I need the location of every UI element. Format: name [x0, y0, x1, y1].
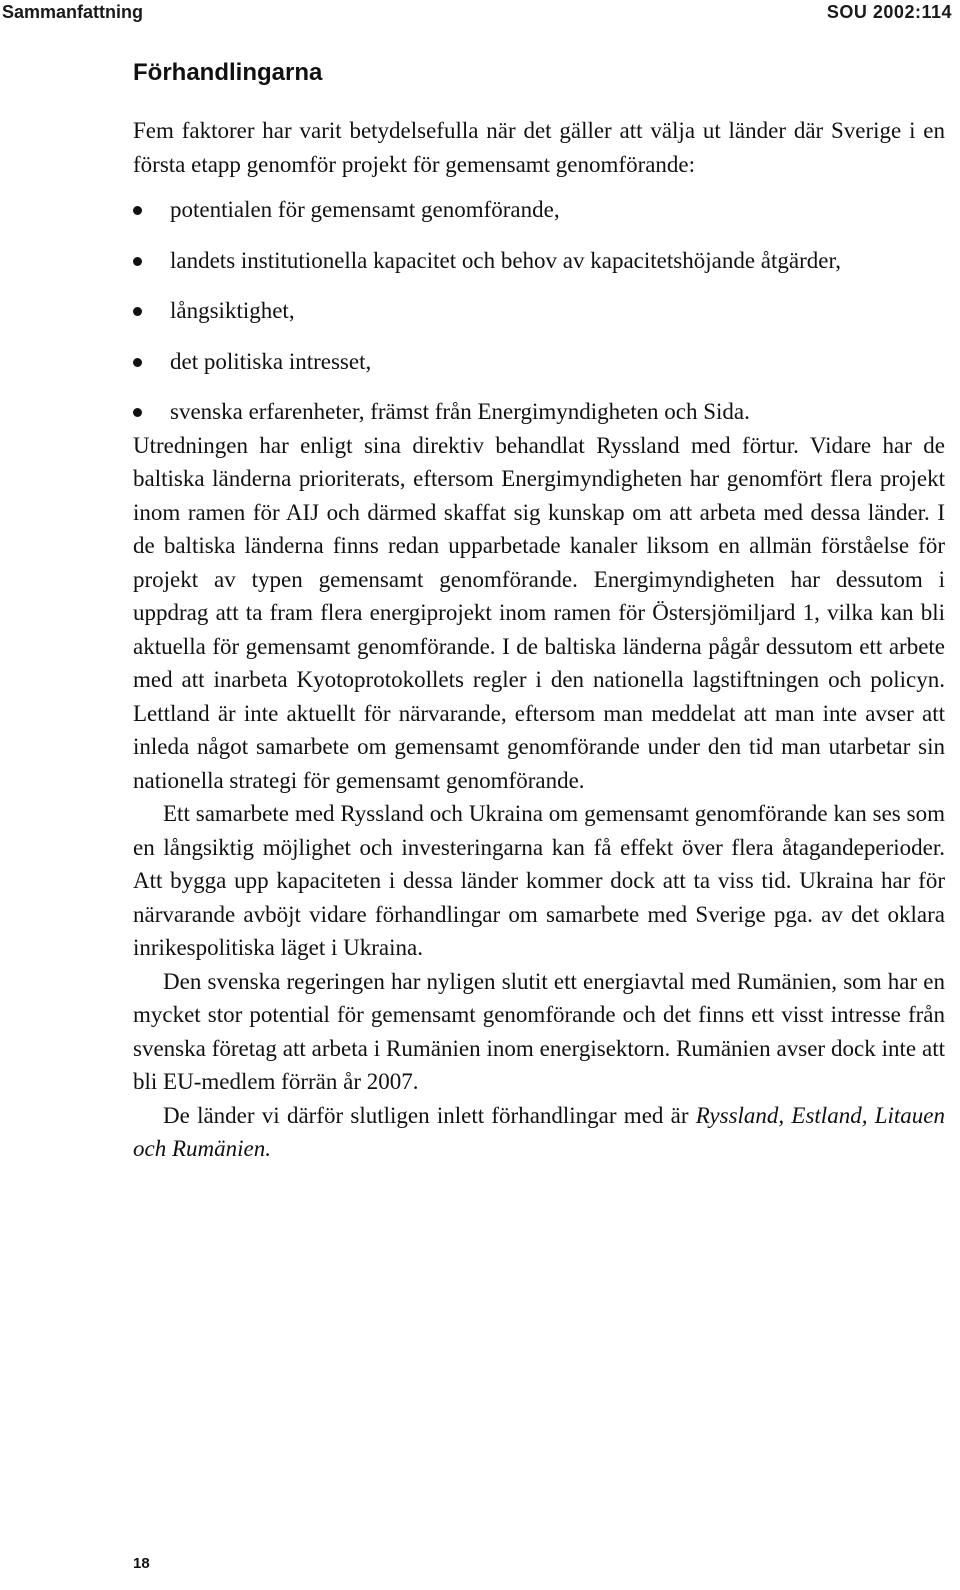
conclusion-countries: Ryssland, Estland, Litauen och Rumänien.	[133, 1102, 945, 1161]
list-item-text: landets institutionella kapacitet och behov av kapacitetshöjande åtgärder,	[170, 247, 841, 273]
conclusion-paragraph	[133, 1099, 945, 1166]
page-body	[133, 58, 945, 1166]
body-paragraph-2: Ett samarbete med Ryssland och Ukraina om gemensamt genomförande kan ses som en långsiktig möjlighet och investeringarna kan få effekt över flera åtagandeperioder. Att bygga upp kapaciteten i dessa länder kommer dock att ta viss tid. Ukraina har för närvarande avböjt vidare förhandlingar om samarbete med Sverige pga. av det oklara inrikespolitiska läget i Ukraina.	[133, 801, 945, 960]
bullet-icon	[133, 408, 142, 417]
bullet-icon	[133, 358, 142, 367]
list-item	[133, 193, 945, 227]
body-paragraph-3: Den svenska regeringen har nyligen slutit ett energiavtal med Rumänien, som har en mycket stor potential för gemensamt genomförande och det finns ett visst intresse från svenska företag att arbeta i Rumänien inom energisektorn. Rumänien avser dock inte att bli EU-medlem förrän år 2007.	[133, 968, 945, 1094]
list-item-text: det politiska intresset,	[170, 348, 372, 374]
body-paragraph-1: Utredningen har enligt sina direktiv behandlat Ryssland med förtur. Vidare har de baltiska länderna prioriterats, eftersom Energimyndigheten har genomfört flera projekt inom ramen för AIJ och därmed skaffat sig kunskap om att arbeta med dessa länder. I de baltiska länderna finns redan upparbetade kanaler liksom en allmän förståelse för projekt av typen gemensamt genomförande. Energimyndigheten har dessutom i uppdrag att ta fram flera energiprojekt inom ramen för Östersjömiljard 1, vilka kan bli aktuella för gemensamt genomförande. I de baltiska länderna pågår dessutom ett arbete med att inarbeta Kyotoprotokollets regler i den nationella lagstiftningen och policyn. Lettland är inte aktuellt för närvarande, eftersom man meddelat att man inte avser att inleda något samarbete om gemensamt genomförande under den tid man utarbetar sin nationella strategi för gemensamt genomförande.	[133, 432, 945, 793]
bullet-icon	[133, 257, 142, 266]
list-item-text: potentialen för gemensamt genomförande,	[170, 197, 560, 222]
list-item	[133, 395, 945, 429]
conclusion-lead: De länder vi därför slutligen inlett förhandlingar med är	[163, 1102, 696, 1128]
list-item-text: långsiktighet,	[170, 298, 295, 323]
list-item	[133, 294, 945, 328]
report-number: SOU 2002:114	[826, 2, 952, 22]
bullet-icon	[133, 206, 142, 215]
list-item-text: svenska erfarenheter, främst från Energimyndigheten och Sida.	[170, 399, 750, 424]
section-heading: Förhandlingarna	[133, 59, 323, 86]
bullet-icon	[133, 307, 142, 316]
chapter-title: Sammanfattning	[2, 2, 144, 22]
factor-list	[133, 193, 945, 429]
page-number: 18	[133, 1555, 150, 1572]
running-header	[0, 0, 960, 24]
list-item	[133, 345, 945, 379]
list-item	[133, 244, 945, 278]
intro-paragraph: Fem faktorer har varit betydelsefulla när det gäller att välja ut länder där Sverige i en första etapp genomför projekt för gemensamt genomförande:	[133, 118, 945, 177]
